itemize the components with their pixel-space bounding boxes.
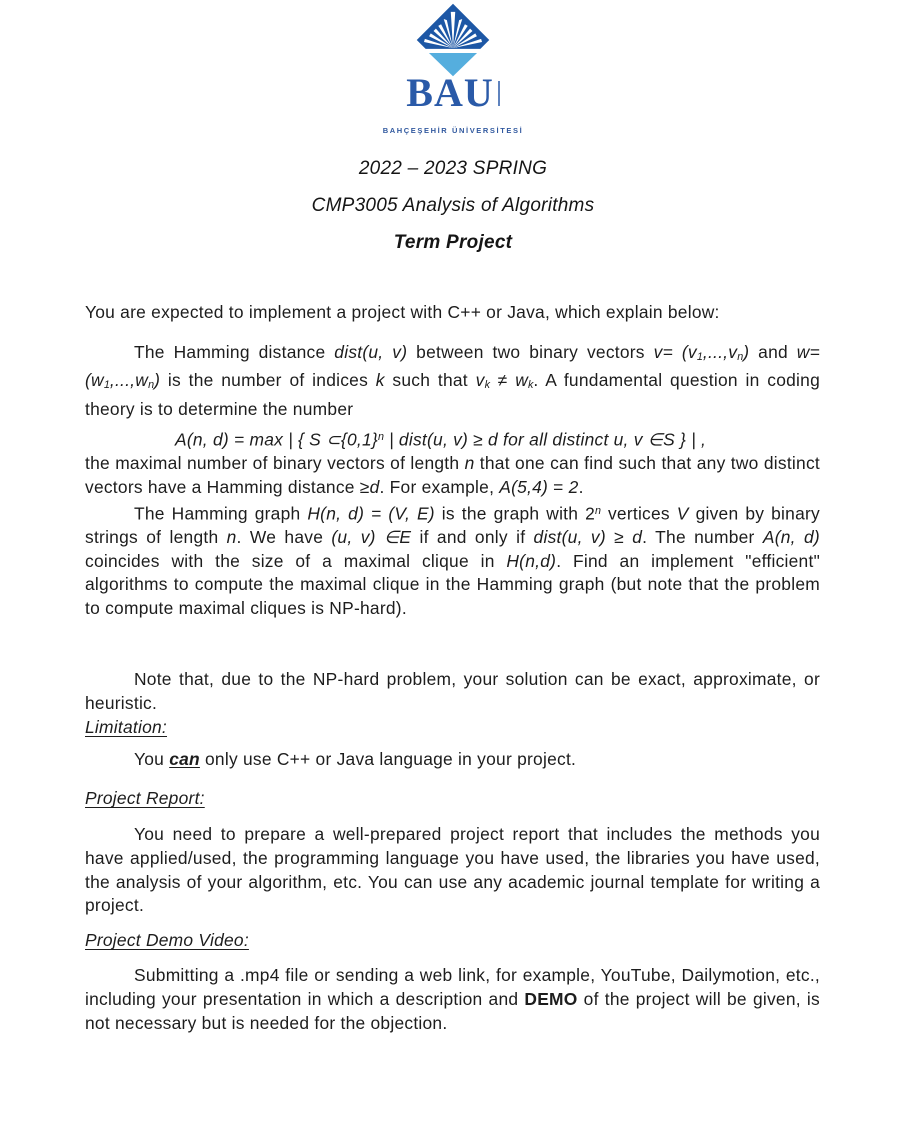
bau-wordmark-bar bbox=[498, 81, 500, 106]
bau-logo-subtitle: BAHÇEŞEHİR ÜNİVERSİTESİ bbox=[382, 126, 524, 135]
limitation-paragraph: You can only use C++ or Java language in your project. bbox=[134, 749, 577, 770]
section-heading-project-demo-video: Project Demo Video: bbox=[85, 930, 249, 951]
hamming-graph-paragraph: The Hamming graph H(n, d) = (V, E) is the graph with 2$^n$ vertices V given by binary strings of length n. We have (u, v) ∈E if and only if dist(u, v) ≥ d. The number A(n, d) coincides with the size of a maximal clique in H(n,d). Find an implement "efficient" algorithms to compute the maximal clique in the Hamming graph (but note that the problem to compute maximal cliques is NP-hard). bbox=[85, 503, 820, 619]
document-headings bbox=[0, 157, 906, 255]
project-report-paragraph: You need to prepare a well-prepared project report that includes the methods you have applied/used, the programming language you have used, the libraries you have used, the analysis of your algorithm, etc. You can use any academic journal template for writing a project. bbox=[85, 824, 820, 916]
bau-logo bbox=[0, 0, 906, 143]
formula-line: A(n, d) = max | { S $\subset\{0,1\}^n$ | dist(u, v) ≥ d for all distinct u, v ∈S } | , bbox=[175, 429, 707, 450]
title-heading: Term Project bbox=[393, 231, 513, 253]
hamming-distance-paragraph: The Hamming distance dist(u, v) between two binary vectors v= (v1,...,vn) and w= (w1,...,wn) is the number of indices k such that vk ≠ wk. A fundamental question in coding theory is to determine the number bbox=[85, 341, 821, 420]
bau-logo-diamond-icon bbox=[412, 3, 494, 77]
document-body bbox=[85, 301, 820, 1036]
intro-paragraph: You are expected to implement a project with C++ or Java, which explain below: bbox=[85, 301, 720, 322]
section-heading-project-report: Project Report: bbox=[85, 788, 205, 809]
note-paragraph: Note that, due to the NP-hard problem, your solution can be exact, approximate, or heuristic. bbox=[85, 669, 820, 713]
bau-wordmark: BAU bbox=[406, 70, 494, 115]
section-heading-limitation: Limitation: bbox=[85, 716, 168, 737]
maximal-number-paragraph: the maximal number of binary vectors of length n that one can find such that any two distinct vectors have a Hamming distance ≥d. For example, A(5,4) = 2. bbox=[85, 453, 820, 497]
bau-wordmark-row bbox=[0, 70, 906, 118]
project-demo-paragraph: Submitting a .mp4 file or sending a web link, for example, YouTube, Dailymotion, etc., including your presentation in which a description and DEMO of the project will be given, is not necessary but is needed for the objection. bbox=[85, 964, 820, 1033]
term-heading: 2022 – 2023 SPRING bbox=[358, 157, 548, 179]
course-heading: CMP3005 Analysis of Algorithms bbox=[311, 194, 595, 216]
